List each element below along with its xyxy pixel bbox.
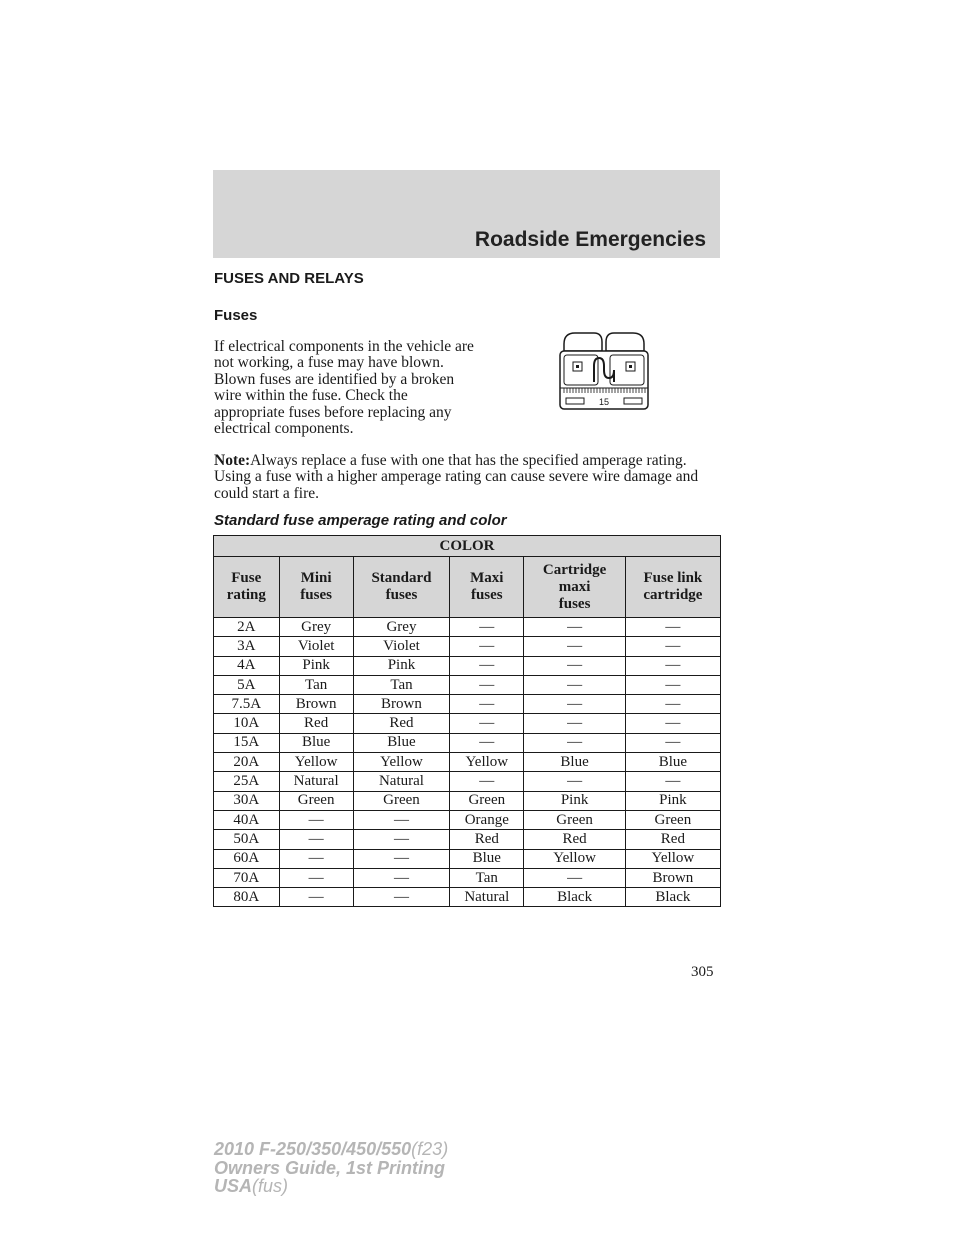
table-cell: — bbox=[524, 656, 625, 675]
column-header-line: fuses bbox=[385, 587, 418, 603]
column-header bbox=[524, 557, 625, 618]
table-cell: — bbox=[625, 733, 720, 752]
column-header-line: Fuse bbox=[231, 570, 262, 586]
table-cell: — bbox=[524, 637, 625, 656]
table-row bbox=[214, 830, 721, 849]
table-cell: Blue bbox=[625, 753, 720, 772]
table-cell: — bbox=[450, 695, 524, 714]
table-cell: — bbox=[279, 830, 353, 849]
note-label: Note: bbox=[214, 452, 251, 469]
table-cell: Yellow bbox=[353, 753, 450, 772]
table-cell: — bbox=[450, 656, 524, 675]
table-cell: 7.5A bbox=[214, 695, 280, 714]
table-row bbox=[214, 753, 721, 772]
note-paragraph bbox=[214, 453, 720, 502]
table-cell: Tan bbox=[353, 675, 450, 694]
table-cell: Red bbox=[524, 830, 625, 849]
table-cell: — bbox=[625, 714, 720, 733]
table-row bbox=[214, 849, 721, 868]
table-cell: — bbox=[524, 695, 625, 714]
column-header-line: Standard bbox=[371, 570, 432, 586]
table-cell: 10A bbox=[214, 714, 280, 733]
table-cell: Pink bbox=[279, 656, 353, 675]
table-cell: Green bbox=[279, 791, 353, 810]
table-cell: Yellow bbox=[625, 849, 720, 868]
fuse-color-table bbox=[213, 535, 721, 907]
table-cell: 50A bbox=[214, 830, 280, 849]
table-row bbox=[214, 637, 721, 656]
table-cell: 4A bbox=[214, 656, 280, 675]
table-cell: — bbox=[625, 772, 720, 791]
table-row bbox=[214, 656, 721, 675]
table-cell: — bbox=[524, 618, 625, 637]
table-cell: 25A bbox=[214, 772, 280, 791]
table-caption: Standard fuse amperage rating and color bbox=[214, 512, 507, 529]
table-cell: Yellow bbox=[450, 753, 524, 772]
table-cell: Red bbox=[625, 830, 720, 849]
table-cell: Pink bbox=[625, 791, 720, 810]
table-cell: — bbox=[450, 714, 524, 733]
table-cell: Natural bbox=[450, 888, 524, 907]
section-title: FUSES AND RELAYS bbox=[214, 270, 364, 287]
table-cell: 20A bbox=[214, 753, 280, 772]
table-row bbox=[214, 695, 721, 714]
table-cell: Yellow bbox=[279, 753, 353, 772]
table-cell: 3A bbox=[214, 637, 280, 656]
table-cell: Pink bbox=[524, 791, 625, 810]
footer-model: 2010 F-250/350/450/550 bbox=[214, 1139, 412, 1159]
table-cell: Red bbox=[353, 714, 450, 733]
table-cell: — bbox=[450, 637, 524, 656]
table-row bbox=[214, 675, 721, 694]
table-cell: — bbox=[625, 675, 720, 694]
fuse-rating-label: 15 bbox=[598, 397, 610, 407]
table-cell: Brown bbox=[625, 868, 720, 887]
table-cell: Yellow bbox=[524, 849, 625, 868]
table-cell: Red bbox=[450, 830, 524, 849]
table-cell: Black bbox=[524, 888, 625, 907]
table-cell: — bbox=[450, 733, 524, 752]
color-group-header: COLOR bbox=[214, 536, 721, 557]
subsection-title: Fuses bbox=[214, 307, 258, 324]
table-cell: — bbox=[353, 868, 450, 887]
footer-edition: Owners Guide, 1st Printing bbox=[214, 1157, 446, 1178]
table-cell: — bbox=[450, 772, 524, 791]
page-number: 305 bbox=[691, 964, 714, 980]
table-row bbox=[214, 618, 721, 637]
chapter-title: Roadside Emergencies bbox=[474, 228, 706, 251]
table-cell: Violet bbox=[279, 637, 353, 656]
table-cell: Grey bbox=[353, 618, 450, 637]
column-header bbox=[279, 557, 353, 618]
column-header-line: Maxi bbox=[470, 570, 504, 586]
table-cell: — bbox=[625, 656, 720, 675]
note-text: Always replace a fuse with one that has the specified amperage rating. Using a fuse with a higher amperage rating can cause severe wire damage and could start a fire. bbox=[214, 452, 699, 502]
table-row bbox=[214, 772, 721, 791]
table-cell: Blue bbox=[353, 733, 450, 752]
table-cell: Blue bbox=[450, 849, 524, 868]
table-cell: Violet bbox=[353, 637, 450, 656]
table-cell: — bbox=[625, 695, 720, 714]
table-cell: Green bbox=[524, 810, 625, 829]
table-cell: — bbox=[279, 868, 353, 887]
table-cell: — bbox=[279, 888, 353, 907]
header-band bbox=[213, 170, 720, 258]
table-cell: — bbox=[625, 618, 720, 637]
table-cell: Green bbox=[353, 791, 450, 810]
column-header-line: fuses bbox=[470, 587, 503, 603]
table-cell: 15A bbox=[214, 733, 280, 752]
table-cell: Pink bbox=[353, 656, 450, 675]
table-cell: — bbox=[524, 733, 625, 752]
table-cell: — bbox=[279, 810, 353, 829]
column-header-line: Fuse link bbox=[643, 570, 703, 586]
table-cell: — bbox=[279, 849, 353, 868]
table-cell: — bbox=[524, 772, 625, 791]
table-cell: Blue bbox=[279, 733, 353, 752]
table-cell: — bbox=[450, 618, 524, 637]
footer bbox=[214, 1140, 448, 1196]
table-cell: Brown bbox=[353, 695, 450, 714]
table-cell: Brown bbox=[279, 695, 353, 714]
table-cell: Grey bbox=[279, 618, 353, 637]
footer-market-code: (fus) bbox=[252, 1176, 289, 1196]
table-cell: — bbox=[524, 675, 625, 694]
table-cell: Natural bbox=[353, 772, 450, 791]
table-cell: Tan bbox=[450, 868, 524, 887]
table-row bbox=[214, 868, 721, 887]
column-header bbox=[214, 557, 280, 618]
table-cell: Green bbox=[625, 810, 720, 829]
table-cell: Natural bbox=[279, 772, 353, 791]
column-header bbox=[353, 557, 450, 618]
table-cell: — bbox=[450, 675, 524, 694]
table-cell: Orange bbox=[450, 810, 524, 829]
table-cell: — bbox=[625, 637, 720, 656]
footer-market: USA bbox=[214, 1176, 253, 1196]
column-header-line: cartridge bbox=[643, 587, 703, 603]
column-header bbox=[450, 557, 524, 618]
table-cell: 40A bbox=[214, 810, 280, 829]
table-cell: — bbox=[353, 830, 450, 849]
column-header-line: maxi bbox=[558, 578, 591, 595]
intro-paragraph: If electrical components in the vehicle are not working, a fuse may have blown. Blown fuses are identified by a broken wire within the fuse. Check the appropriate fuses before replacing any electrical components. bbox=[214, 338, 474, 438]
fuse-illustration bbox=[558, 330, 650, 412]
table-cell: Green bbox=[450, 791, 524, 810]
table-row bbox=[214, 714, 721, 733]
table-cell: — bbox=[524, 714, 625, 733]
table-cell: — bbox=[353, 810, 450, 829]
column-header-line: Cartridge bbox=[542, 561, 607, 578]
table-cell: Tan bbox=[279, 675, 353, 694]
column-header-line: fuses bbox=[300, 587, 332, 603]
table-cell: 70A bbox=[214, 868, 280, 887]
column-header-line: fuses bbox=[558, 595, 591, 612]
table-cell: Black bbox=[625, 888, 720, 907]
column-header-line: Mini bbox=[300, 570, 332, 586]
table-row bbox=[214, 810, 721, 829]
table-cell: Blue bbox=[524, 753, 625, 772]
table-cell: — bbox=[524, 868, 625, 887]
table-row bbox=[214, 733, 721, 752]
table-cell: 80A bbox=[214, 888, 280, 907]
table-cell: 2A bbox=[214, 618, 280, 637]
table-cell: — bbox=[353, 888, 450, 907]
table-cell: 30A bbox=[214, 791, 280, 810]
column-header-line: rating bbox=[226, 587, 266, 603]
column-header bbox=[625, 557, 720, 618]
table-cell: — bbox=[353, 849, 450, 868]
table-cell: 60A bbox=[214, 849, 280, 868]
table-cell: Red bbox=[279, 714, 353, 733]
table-row bbox=[214, 791, 721, 810]
table-row bbox=[214, 888, 721, 907]
footer-model-code: (f23) bbox=[411, 1139, 449, 1159]
table-cell: 5A bbox=[214, 675, 280, 694]
